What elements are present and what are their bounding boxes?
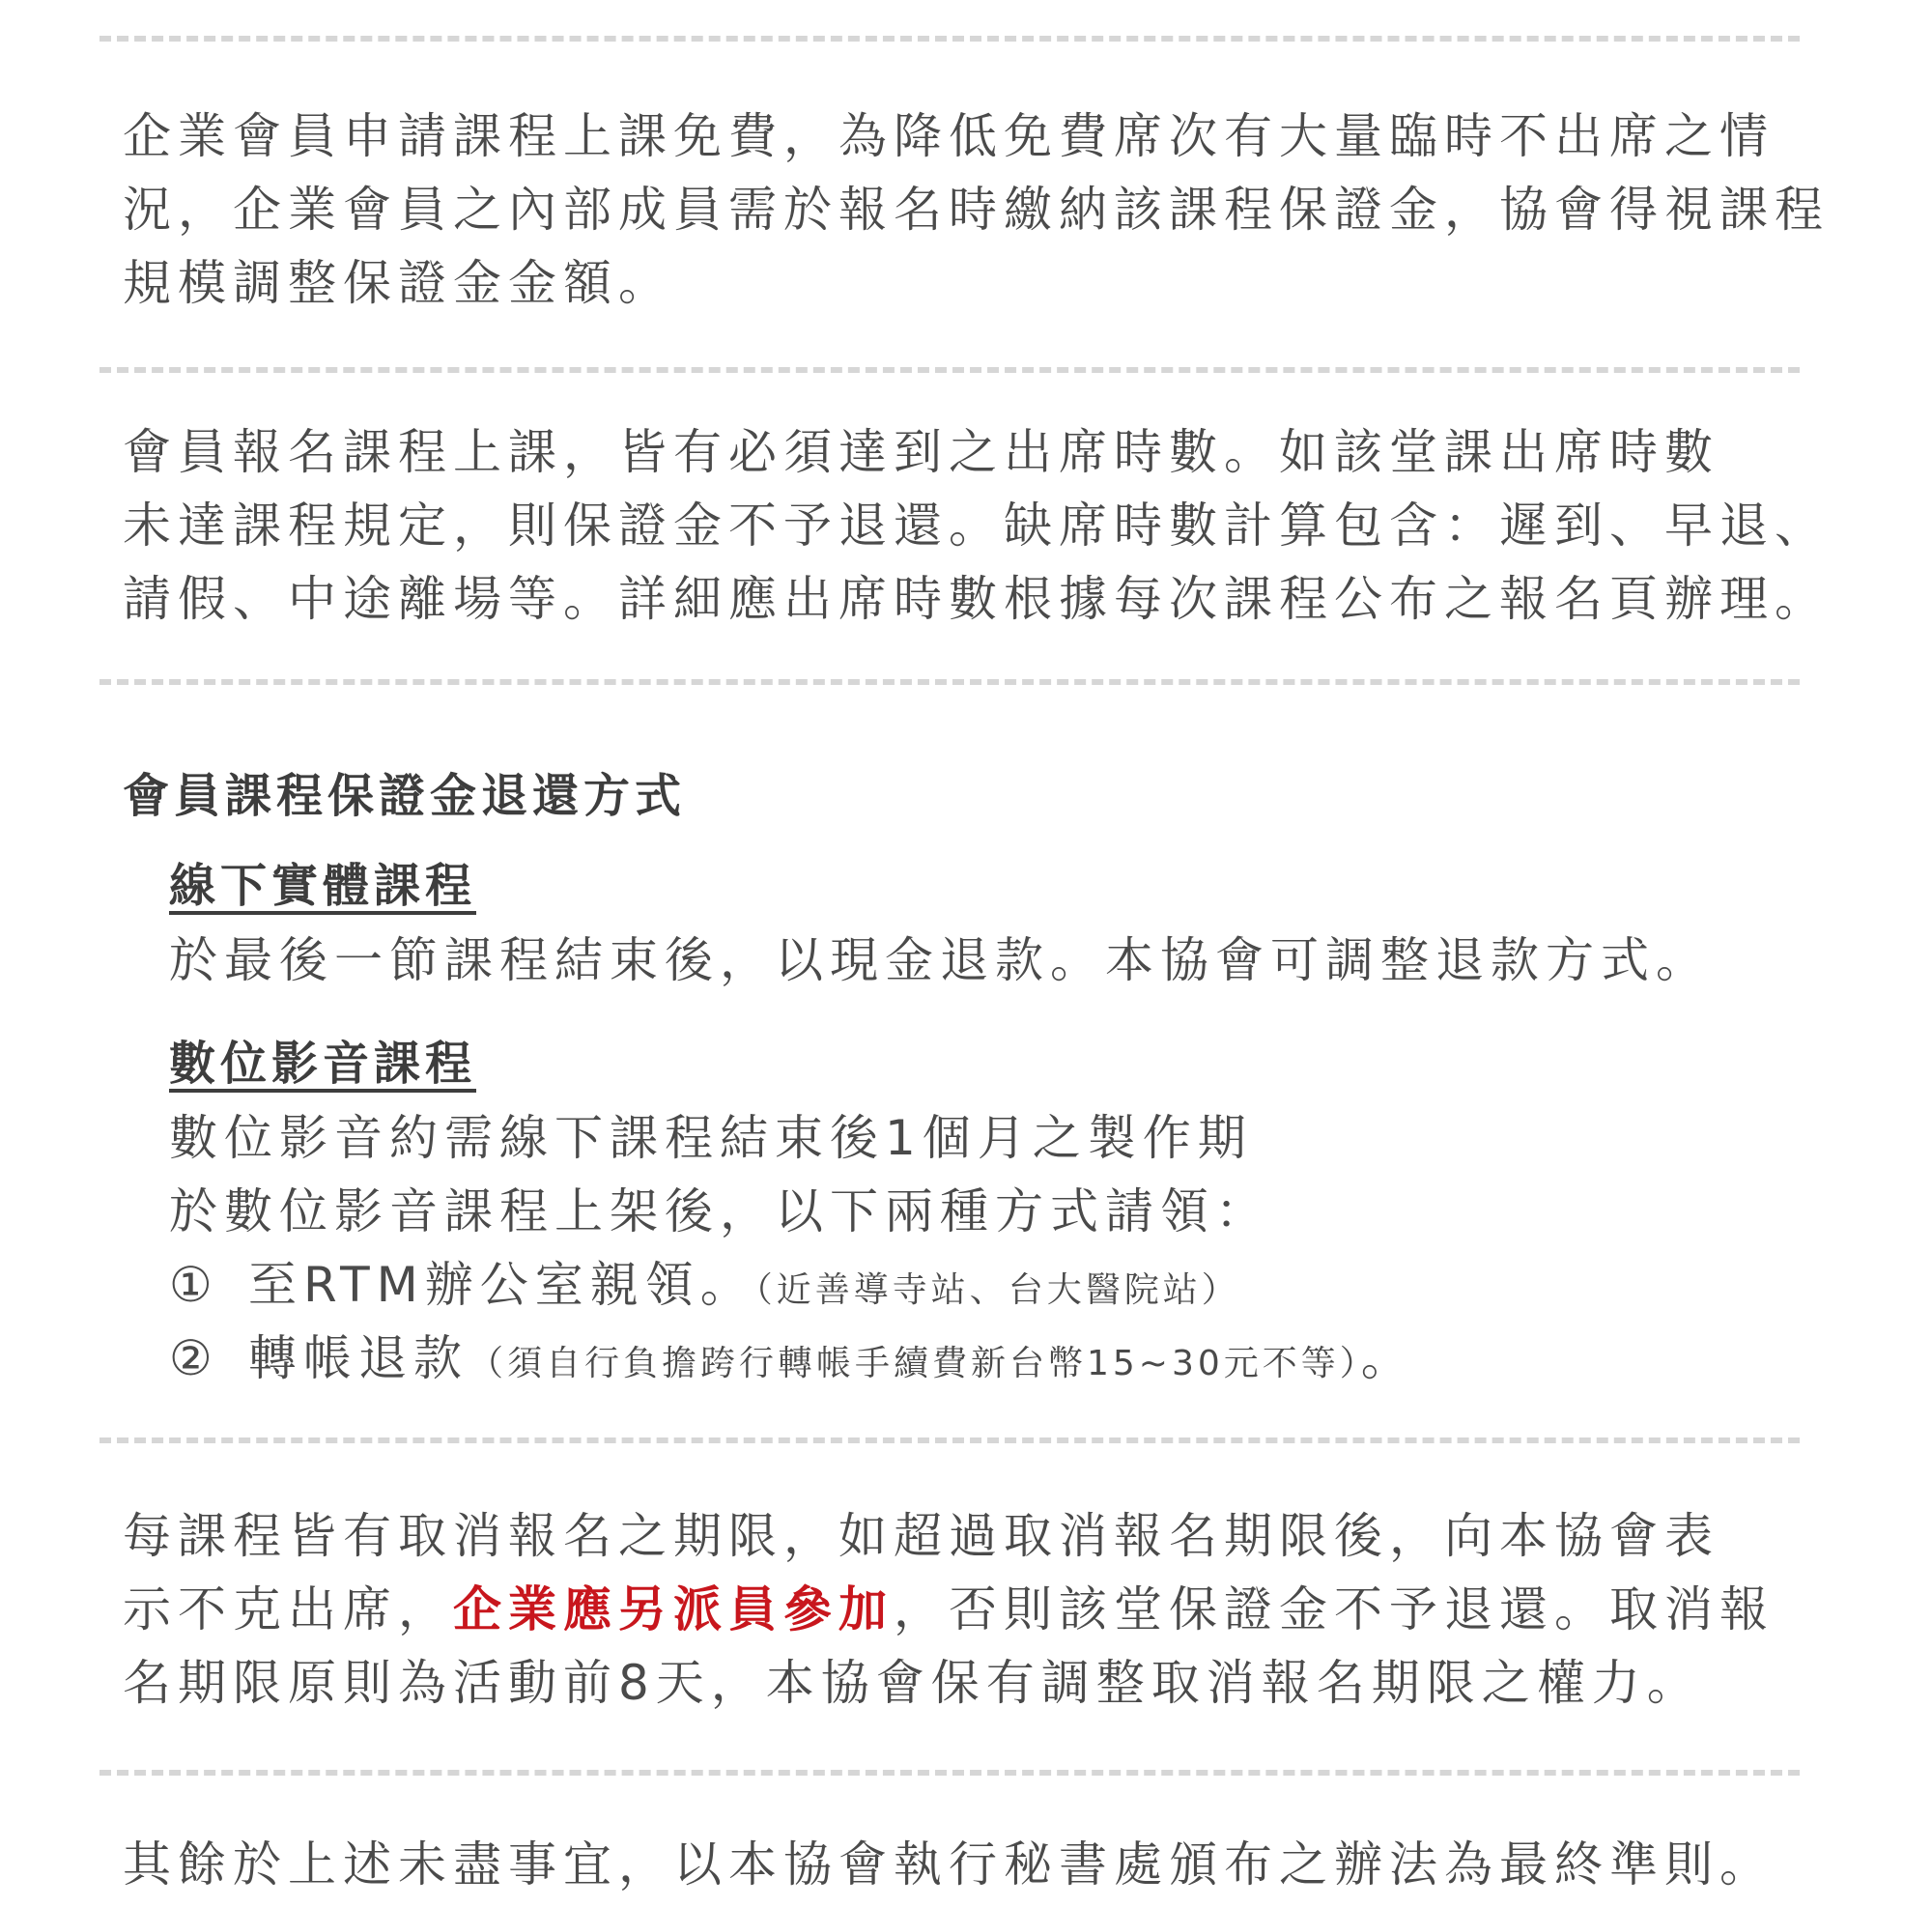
divider-2 [99, 679, 1800, 685]
refund-method-heading: 會員課程保證金退還方式 [123, 769, 687, 823]
offline-course-title: 線下實體課程 [169, 859, 477, 913]
cancellation-paragraph [123, 1499, 1852, 1720]
cancellation-line-3: 名期限原則為活動前8天，本協會保有調整取消報名期限之權力。 [123, 1655, 1702, 1711]
digital-course-line-2: 於數位影音課程上架後，以下兩種方式請領： [169, 1183, 1270, 1239]
divider-top [99, 36, 1800, 42]
divider-1 [99, 367, 1800, 373]
attendance-line-1: 會員報名課程上課，皆有必須達到之出席時數。如該堂課出席時數 [123, 424, 1719, 480]
refund-option-1-text: 至RTM辦公室親領。 [248, 1257, 755, 1313]
refund-option-1-note: （近善導寺站、台大醫院站） [754, 1270, 1240, 1310]
offline-course-text: 於最後一節課程結束後，以現金退款。本協會可調整退款方式。 [169, 932, 1711, 988]
digital-course-title: 數位影音課程 [169, 1037, 477, 1091]
circled-one-marker: ① [169, 1257, 219, 1313]
refund-option-2-text: 轉帳退款 [248, 1330, 469, 1386]
cancellation-line-1: 每課程皆有取消報名之期限，如超過取消報名期限後，向本協會表 [123, 1508, 1719, 1564]
refund-option-2-note: （須自行負擔跨行轉帳手續費新台幣15~30元不等） [469, 1344, 1361, 1383]
divider-4 [99, 1770, 1800, 1776]
deposit-intro-paragraph [123, 100, 1852, 320]
deposit-intro-line-2: 況，企業會員之內部成員需於報名時繳納該課程保證金，協會得視課程 [123, 182, 1830, 238]
attendance-paragraph [123, 415, 1852, 636]
cancellation-line-2-pre: 示不克出席， [123, 1581, 453, 1637]
refund-option-2-end: 。 [1360, 1330, 1416, 1386]
cancellation-line-2-post: ，否則該堂保證金不予退還。取消報 [894, 1581, 1775, 1637]
refund-option-1 [169, 1246, 1240, 1316]
digital-course-line-1: 數位影音約需線下課程結束後1個月之製作期 [169, 1110, 1253, 1166]
circled-two-marker: ② [169, 1330, 219, 1386]
final-rule-paragraph: 其餘於上述未盡事宜，以本協會執行秘書處頒布之辦法為最終準則。 [123, 1836, 1775, 1893]
attendance-line-2: 未達課程規定，則保證金不予退還。缺席時數計算包含：遲到、早退、 [123, 498, 1830, 554]
deposit-intro-line-3: 規模調整保證金金額。 [123, 255, 673, 311]
cancellation-highlight: 企業應另派員參加 [453, 1581, 894, 1637]
divider-3 [99, 1437, 1800, 1443]
attendance-line-3: 請假、中途離場等。詳細應出席時數根據每次課程公布之報名頁辦理。 [123, 571, 1830, 627]
cancellation-line-2 [123, 1573, 1852, 1646]
refund-option-2 [169, 1320, 1416, 1389]
deposit-intro-line-1: 企業會員申請課程上課免費，為降低免費席次有大量臨時不出席之情 [123, 108, 1775, 164]
